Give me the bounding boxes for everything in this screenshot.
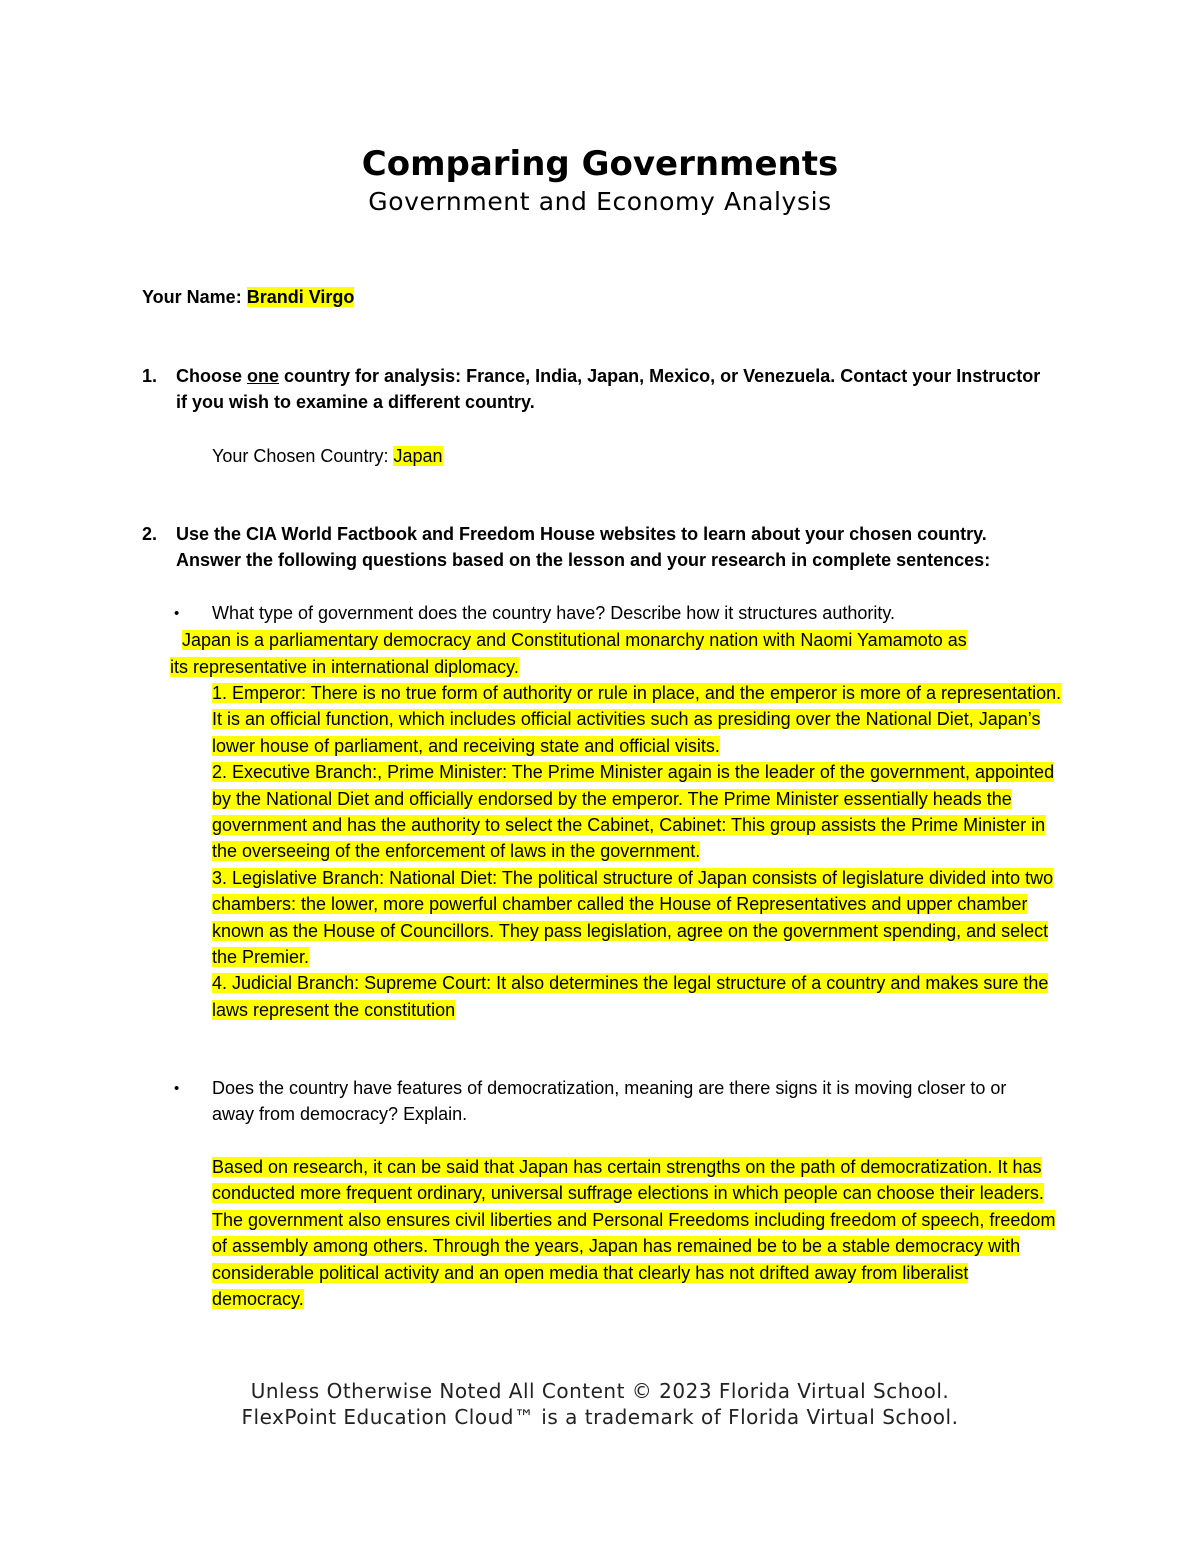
bullet-icon: • <box>174 605 180 622</box>
footer <box>0 1378 1200 1430</box>
chosen-country-value: Japan <box>393 446 443 466</box>
prompt-democratization: Does the country have features of democratization, meaning are there signs it is moving closer to or away from democracy? Explain. <box>212 1078 1007 1125</box>
answer-point-emperor: 1. Emperor: There is no true form of authority or rule in place, and the emperor is more of a representation. It is an official function, which includes official activities such as presiding over the National Diet, Japan’s lower house of parliament, and receiving state and official visits. <box>212 683 1062 756</box>
prompt-government-type: What type of government does the country have? Describe how it structures authority. <box>212 603 896 623</box>
question-2-text: Use the CIA World Factbook and Freedom House websites to learn about your chosen country. Answer the following questions based on the lesson and your research in complete sentences: <box>176 524 991 571</box>
page-title: Comparing Governments <box>361 144 839 184</box>
student-name-label: Your Name: <box>142 287 242 307</box>
answer-point-judicial: 4. Judicial Branch: Supreme Court: It also determines the legal structure of a country and makes sure the laws represent the constitution <box>212 973 1049 1020</box>
bullet-icon: • <box>174 1080 180 1097</box>
question-1-text-b: country for analysis: France, India, Japan, Mexico, or Venezuela. Contact your Instructor if you wish to examine a different country. <box>176 366 1041 413</box>
answer-intro-line-2: its representative in international diplomacy. <box>170 657 519 677</box>
question-1-text-a: Choose <box>176 366 248 386</box>
answer-point-executive: 2. Executive Branch:, Prime Minister: The Prime Minister again is the leader of the government, appointed by the National Diet and officially endorsed by the emperor. The Prime Minister essentially heads the government and has the authority to select the Cabinet, Cabinet: This group assists the Prime Minister in the overseeing of the enforcement of laws in the government. <box>212 762 1055 862</box>
answer-democratization: Based on research, it can be said that Japan has certain strengths on the path of democratization. It has conducted more frequent ordinary, universal suffrage elections in which people can choose their leaders. The government also ensures civil liberties and Personal Freedoms including freedom of speech, freedom of assembly among others. Through the years, Japan has remained be to be a stable democracy with considerable political activity and an open media that clearly has not drifted away from liberalist democracy. <box>212 1157 1056 1310</box>
question-1-text <box>176 363 1056 416</box>
answer-intro-line-1: Japan is a parliamentary democracy and Constitutional monarchy nation with Naomi Yamamoto as <box>182 630 967 650</box>
student-name-value: Brandi Virgo <box>246 287 355 307</box>
question-1-underlined: one <box>247 366 280 386</box>
answer-point-legislative: 3. Legislative Branch: National Diet: The political structure of Japan consists of legislature divided into two chambers: the lower, more powerful chamber called the House of Representatives and upper chamber known as the House of Councillors. They pass legislation, agree on the government spending, and select the Premier. <box>212 867 1054 968</box>
footer-line-1: Unless Otherwise Noted All Content © 2023 Florida Virtual School. <box>250 1379 950 1403</box>
student-name-line <box>142 284 354 310</box>
chosen-country-line <box>212 443 443 469</box>
question-2-number: 2. <box>142 524 158 544</box>
chosen-country-label: Your Chosen Country: <box>212 446 389 466</box>
page-subtitle: Government and Economy Analysis <box>368 187 832 216</box>
answer-points <box>212 680 1062 1023</box>
question-1-number: 1. <box>142 366 158 386</box>
footer-line-2: FlexPoint Education Cloud™ is a trademark of Florida Virtual School. <box>241 1405 959 1429</box>
